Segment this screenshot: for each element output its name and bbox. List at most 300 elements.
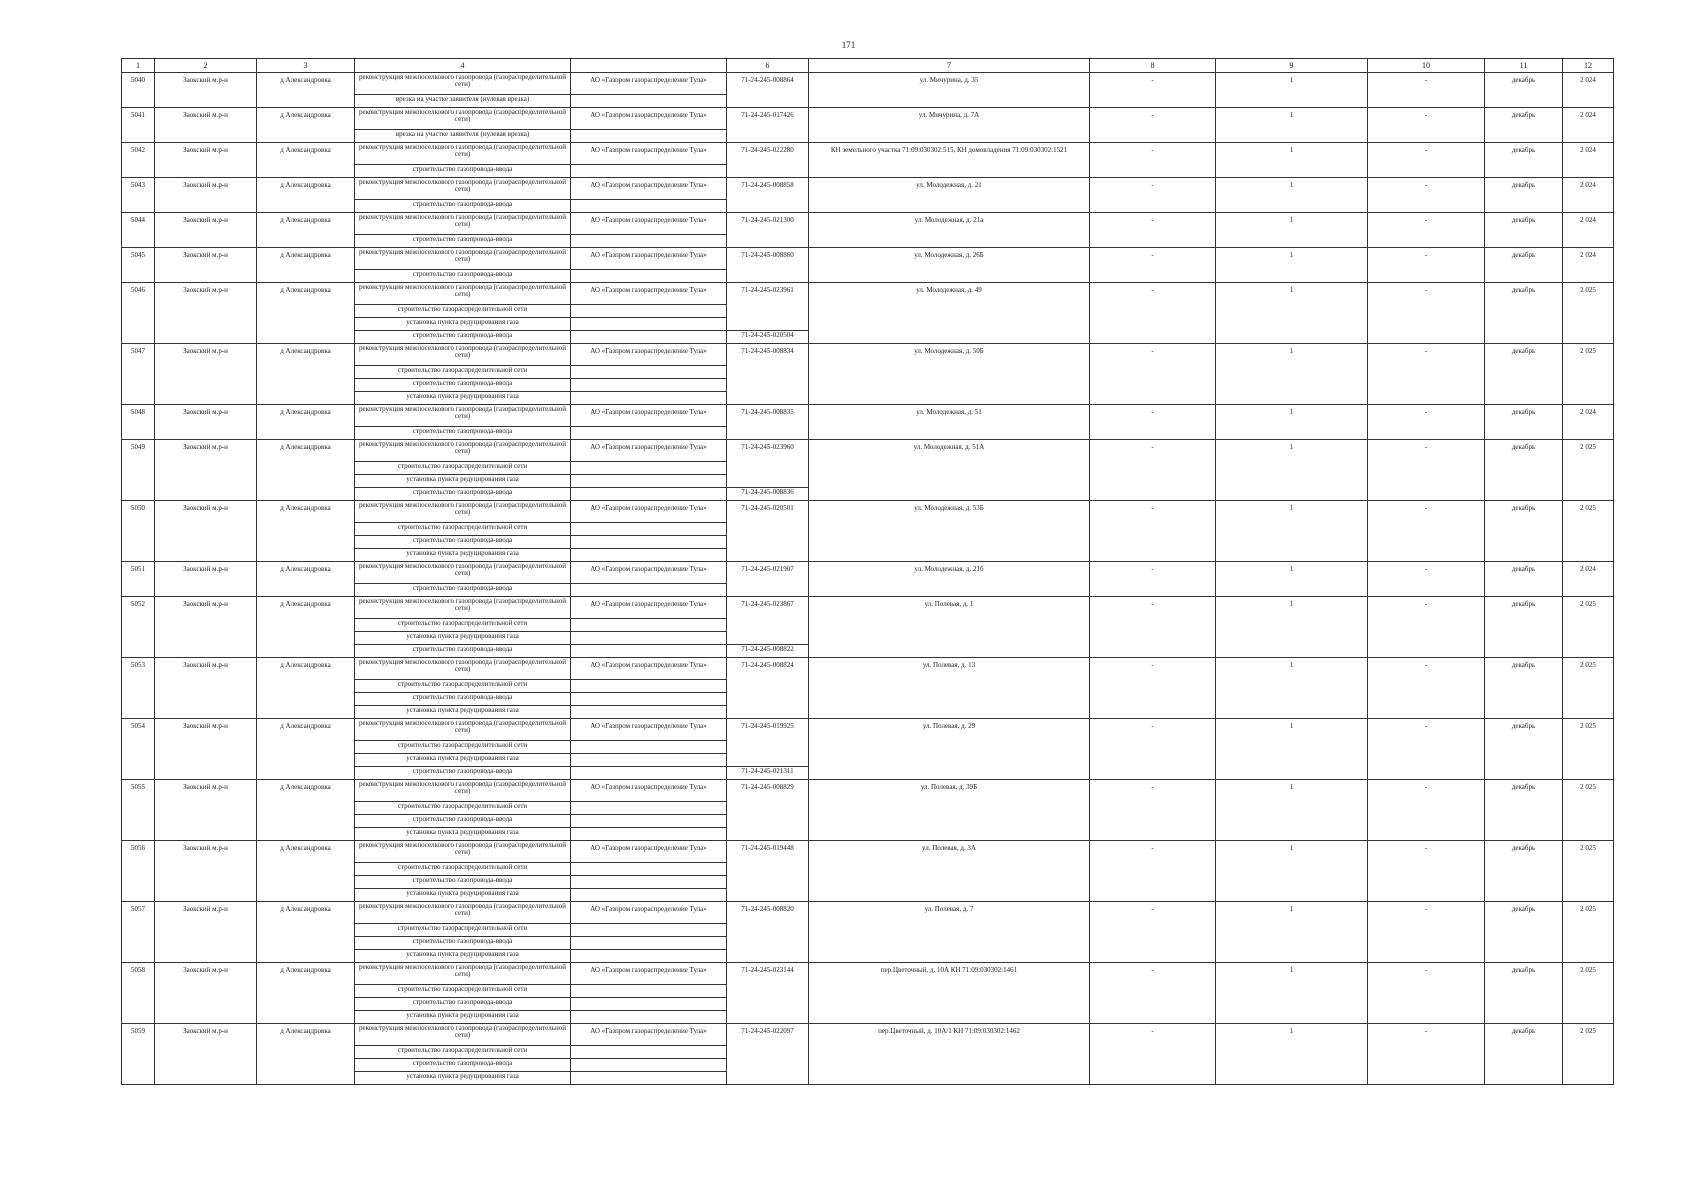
work-type-cell: строительство газопровода-ввода xyxy=(355,379,571,392)
table-row xyxy=(122,440,1614,462)
record-number: 5058 xyxy=(122,963,155,1024)
table-row xyxy=(122,73,1614,95)
object-code-cell: 71-24-245-023867 xyxy=(727,597,809,645)
work-type-cell: строительство газопровода-ввода xyxy=(355,767,571,780)
month-cell: декабрь xyxy=(1485,780,1563,841)
column-10-cell: - xyxy=(1368,719,1485,780)
column-header: 2 xyxy=(155,59,257,73)
organization-cell xyxy=(571,366,727,379)
column-10-cell: - xyxy=(1368,108,1485,143)
district-cell: Заокский м.р-н xyxy=(155,73,257,108)
address-cell: ул. Молодежная, д. 50Б xyxy=(809,344,1090,405)
work-type-cell: установка пункта редуцирования газа xyxy=(355,549,571,562)
work-type-cell: строительство газораспределительной сети xyxy=(355,741,571,754)
column-10-cell: - xyxy=(1368,658,1485,719)
work-type-cell: установка пункта редуцирования газа xyxy=(355,828,571,841)
organization-cell: АО «Газпром газораспределение Тула» xyxy=(571,213,727,235)
record-number: 5041 xyxy=(122,108,155,143)
column-header: 6 xyxy=(727,59,809,73)
table-row xyxy=(122,719,1614,741)
column-8-cell: - xyxy=(1090,344,1216,405)
work-type-cell: реконструкция межпоселкового газопровода (газораспределительной сети) xyxy=(355,963,571,985)
settlement-cell: д Александровка xyxy=(257,963,355,1024)
year-cell: 2 024 xyxy=(1563,213,1614,248)
address-cell: ул. Молодежная, д. 53Б xyxy=(809,501,1090,562)
work-type-cell: строительство газопровода-ввода xyxy=(355,200,571,213)
column-8-cell: - xyxy=(1090,1024,1216,1085)
organization-cell xyxy=(571,165,727,178)
organization-cell xyxy=(571,985,727,998)
column-10-cell: - xyxy=(1368,501,1485,562)
organization-cell xyxy=(571,392,727,405)
column-8-cell: - xyxy=(1090,73,1216,108)
object-code-cell: 71-24-245-008836 xyxy=(727,488,809,501)
work-type-cell: установка пункта редуцирования газа xyxy=(355,392,571,405)
column-header: 9 xyxy=(1216,59,1368,73)
work-type-cell: строительство газопровода-ввода xyxy=(355,427,571,440)
column-10-cell: - xyxy=(1368,213,1485,248)
organization-cell xyxy=(571,270,727,283)
year-cell: 2 025 xyxy=(1563,841,1614,902)
work-type-cell: строительство газопровода-ввода xyxy=(355,235,571,248)
district-cell: Заокский м.р-н xyxy=(155,283,257,344)
work-type-cell: строительство газопровода-ввода xyxy=(355,536,571,549)
column-9-cell: 1 xyxy=(1216,658,1368,719)
column-8-cell: - xyxy=(1090,719,1216,780)
address-cell: ул. Мичурина, д. 7А xyxy=(809,108,1090,143)
work-type-cell: реконструкция межпоселкового газопровода (газораспределительной сети) xyxy=(355,440,571,462)
address-cell: ул. Полевая, д. 3А xyxy=(809,841,1090,902)
month-cell: декабрь xyxy=(1485,1024,1563,1085)
work-type-cell: реконструкция межпоселкового газопровода (газораспределительной сети) xyxy=(355,73,571,95)
work-type-cell: реконструкция межпоселкового газопровода (газораспределительной сети) xyxy=(355,143,571,165)
settlement-cell: д Александровка xyxy=(257,213,355,248)
column-10-cell: - xyxy=(1368,1024,1485,1085)
organization-cell xyxy=(571,706,727,719)
work-type-cell: строительство газораспределительной сети xyxy=(355,523,571,536)
column-10-cell: - xyxy=(1368,902,1485,963)
table-row xyxy=(122,658,1614,680)
work-type-cell: реконструкция межпоселкового газопровода (газораспределительной сети) xyxy=(355,405,571,427)
column-9-cell: 1 xyxy=(1216,73,1368,108)
record-number: 5046 xyxy=(122,283,155,344)
record-number: 5050 xyxy=(122,501,155,562)
record-number: 5042 xyxy=(122,143,155,178)
work-type-cell: строительство газопровода-ввода xyxy=(355,876,571,889)
settlement-cell: д Александровка xyxy=(257,73,355,108)
work-type-cell: строительство газораспределительной сети xyxy=(355,680,571,693)
organization-cell xyxy=(571,1046,727,1059)
column-9-cell: 1 xyxy=(1216,108,1368,143)
column-10-cell: - xyxy=(1368,178,1485,213)
month-cell: декабрь xyxy=(1485,178,1563,213)
record-number: 5044 xyxy=(122,213,155,248)
address-cell: ул. Мичурина, д. 35 xyxy=(809,73,1090,108)
table-row xyxy=(122,597,1614,619)
column-8-cell: - xyxy=(1090,405,1216,440)
work-type-cell: установка пункта редуцирования газа xyxy=(355,889,571,902)
organization-cell xyxy=(571,427,727,440)
year-cell: 2 025 xyxy=(1563,658,1614,719)
month-cell: декабрь xyxy=(1485,143,1563,178)
year-cell: 2 024 xyxy=(1563,73,1614,108)
work-type-cell: строительство газораспределительной сети xyxy=(355,802,571,815)
work-type-cell: строительство газопровода-ввода xyxy=(355,584,571,597)
year-cell: 2 025 xyxy=(1563,1024,1614,1085)
work-type-cell: реконструкция межпоселкового газопровода (газораспределительной сети) xyxy=(355,780,571,802)
work-type-cell: реконструкция межпоселкового газопровода (газораспределительной сети) xyxy=(355,902,571,924)
object-code-cell: 71-24-245-008835 xyxy=(727,405,809,440)
district-cell: Заокский м.р-н xyxy=(155,1024,257,1085)
district-cell: Заокский м.р-н xyxy=(155,658,257,719)
work-type-cell: строительство газопровода-ввода xyxy=(355,331,571,344)
address-cell: ул. Молодежная, д. 21а xyxy=(809,213,1090,248)
year-cell: 2 024 xyxy=(1563,405,1614,440)
work-type-cell: строительство газораспределительной сети xyxy=(355,985,571,998)
address-cell: пер.Цветочный, д. 10А/1 КН 71:09:030302:1462 xyxy=(809,1024,1090,1085)
column-9-cell: 1 xyxy=(1216,213,1368,248)
organization-cell xyxy=(571,998,727,1011)
work-type-cell: реконструкция межпоселкового газопровода (газораспределительной сети) xyxy=(355,344,571,366)
organization-cell xyxy=(571,462,727,475)
month-cell: декабрь xyxy=(1485,597,1563,658)
settlement-cell: д Александровка xyxy=(257,780,355,841)
organization-cell xyxy=(571,1072,727,1085)
work-type-cell: установка пункта редуцирования газа xyxy=(355,1011,571,1024)
column-8-cell: - xyxy=(1090,283,1216,344)
organization-cell xyxy=(571,1059,727,1072)
month-cell: декабрь xyxy=(1485,440,1563,501)
header-row xyxy=(122,59,1614,73)
address-cell: пер.Цветочный, д. 10А КН 71:09:030302:1461 xyxy=(809,963,1090,1024)
organization-cell: АО «Газпром газораспределение Тула» xyxy=(571,780,727,802)
district-cell: Заокский м.р-н xyxy=(155,108,257,143)
table-row xyxy=(122,178,1614,200)
organization-cell: АО «Газпром газораспределение Тула» xyxy=(571,597,727,619)
column-8-cell: - xyxy=(1090,597,1216,658)
organization-cell xyxy=(571,488,727,501)
works-table xyxy=(121,58,1614,1085)
settlement-cell: д Александровка xyxy=(257,405,355,440)
year-cell: 2 025 xyxy=(1563,902,1614,963)
settlement-cell: д Александровка xyxy=(257,344,355,405)
organization-cell xyxy=(571,924,727,937)
column-10-cell: - xyxy=(1368,780,1485,841)
work-type-cell: установка пункта редуцирования газа xyxy=(355,754,571,767)
table-row xyxy=(122,108,1614,130)
column-9-cell: 1 xyxy=(1216,1024,1368,1085)
table-row xyxy=(122,1024,1614,1046)
work-type-cell: строительство газопровода-ввода xyxy=(355,270,571,283)
district-cell: Заокский м.р-н xyxy=(155,597,257,658)
address-cell: КН земельного участка 71:09:030302:515, КН домовладения 71:09:030302:1521 xyxy=(809,143,1090,178)
organization-cell xyxy=(571,632,727,645)
column-10-cell: - xyxy=(1368,440,1485,501)
object-code-cell: 71-24-245-017426 xyxy=(727,108,809,143)
work-type-cell: установка пункта редуцирования газа xyxy=(355,632,571,645)
month-cell: декабрь xyxy=(1485,344,1563,405)
month-cell: декабрь xyxy=(1485,213,1563,248)
organization-cell: АО «Газпром газораспределение Тула» xyxy=(571,440,727,462)
settlement-cell: д Александровка xyxy=(257,283,355,344)
column-8-cell: - xyxy=(1090,562,1216,597)
record-number: 5051 xyxy=(122,562,155,597)
address-cell: ул. Молодежная, д. 21б xyxy=(809,562,1090,597)
object-code-cell: 71-24-245-008860 xyxy=(727,248,809,283)
address-cell: ул. Молодежная, д. 51А xyxy=(809,440,1090,501)
settlement-cell: д Александровка xyxy=(257,719,355,780)
column-9-cell: 1 xyxy=(1216,501,1368,562)
column-9-cell: 1 xyxy=(1216,780,1368,841)
column-8-cell: - xyxy=(1090,248,1216,283)
column-9-cell: 1 xyxy=(1216,283,1368,344)
organization-cell: АО «Газпром газораспределение Тула» xyxy=(571,719,727,741)
work-type-cell: реконструкция межпоселкового газопровода (газораспределительной сети) xyxy=(355,597,571,619)
object-code-cell: 71-24-245-008834 xyxy=(727,344,809,405)
organization-cell xyxy=(571,815,727,828)
column-header xyxy=(571,59,727,73)
column-9-cell: 1 xyxy=(1216,440,1368,501)
column-8-cell: - xyxy=(1090,440,1216,501)
settlement-cell: д Александровка xyxy=(257,841,355,902)
organization-cell: АО «Газпром газораспределение Тула» xyxy=(571,108,727,130)
table-row xyxy=(122,143,1614,165)
organization-cell xyxy=(571,549,727,562)
month-cell: декабрь xyxy=(1485,902,1563,963)
month-cell: декабрь xyxy=(1485,841,1563,902)
organization-cell xyxy=(571,305,727,318)
address-cell: ул. Молодежная, д. 51 xyxy=(809,405,1090,440)
record-number: 5057 xyxy=(122,902,155,963)
column-8-cell: - xyxy=(1090,108,1216,143)
object-code-cell: 71-24-245-008820 xyxy=(727,902,809,963)
record-number: 5054 xyxy=(122,719,155,780)
column-10-cell: - xyxy=(1368,963,1485,1024)
column-9-cell: 1 xyxy=(1216,562,1368,597)
year-cell: 2 024 xyxy=(1563,178,1614,213)
district-cell: Заокский м.р-н xyxy=(155,178,257,213)
work-type-cell: реконструкция межпоселкового газопровода (газораспределительной сети) xyxy=(355,562,571,584)
work-type-cell: строительство газораспределительной сети xyxy=(355,1046,571,1059)
column-8-cell: - xyxy=(1090,213,1216,248)
organization-cell: АО «Газпром газораспределение Тула» xyxy=(571,344,727,366)
organization-cell: АО «Газпром газораспределение Тула» xyxy=(571,1024,727,1046)
work-type-cell: реконструкция межпоселкового газопровода (газораспределительной сети) xyxy=(355,108,571,130)
column-header: 8 xyxy=(1090,59,1216,73)
object-code-cell: 71-24-245-022097 xyxy=(727,1024,809,1085)
organization-cell xyxy=(571,584,727,597)
organization-cell xyxy=(571,767,727,780)
work-type-cell: строительство газопровода-ввода xyxy=(355,693,571,706)
record-number: 5045 xyxy=(122,248,155,283)
work-type-cell: строительство газопровода-ввода xyxy=(355,645,571,658)
settlement-cell: д Александровка xyxy=(257,178,355,213)
settlement-cell: д Александровка xyxy=(257,658,355,719)
organization-cell xyxy=(571,536,727,549)
organization-cell xyxy=(571,331,727,344)
organization-cell xyxy=(571,619,727,632)
work-type-cell: реконструкция межпоселкового газопровода (газораспределительной сети) xyxy=(355,841,571,863)
organization-cell: АО «Газпром газораспределение Тула» xyxy=(571,143,727,165)
object-code-cell: 71-24-245-008824 xyxy=(727,658,809,719)
object-code-cell: 71-24-245-008822 xyxy=(727,645,809,658)
column-header: 1 xyxy=(122,59,155,73)
year-cell: 2 025 xyxy=(1563,597,1614,658)
organization-cell xyxy=(571,200,727,213)
year-cell: 2 024 xyxy=(1563,248,1614,283)
organization-cell xyxy=(571,950,727,963)
settlement-cell: д Александровка xyxy=(257,562,355,597)
month-cell: декабрь xyxy=(1485,405,1563,440)
work-type-cell: реконструкция межпоселкового газопровода (газораспределительной сети) xyxy=(355,719,571,741)
organization-cell xyxy=(571,802,727,815)
object-code-cell: 71-24-245-019925 xyxy=(727,719,809,767)
settlement-cell: д Александровка xyxy=(257,501,355,562)
work-type-cell: реконструкция межпоселкового газопровода (газораспределительной сети) xyxy=(355,213,571,235)
column-8-cell: - xyxy=(1090,841,1216,902)
organization-cell: АО «Газпром газораспределение Тула» xyxy=(571,841,727,863)
object-code-cell: 71-24-245-023960 xyxy=(727,440,809,488)
column-10-cell: - xyxy=(1368,344,1485,405)
organization-cell: АО «Газпром газораспределение Тула» xyxy=(571,501,727,523)
address-cell: ул. Полевая, д. 13 xyxy=(809,658,1090,719)
month-cell: декабрь xyxy=(1485,73,1563,108)
table-row xyxy=(122,902,1614,924)
year-cell: 2 025 xyxy=(1563,780,1614,841)
work-type-cell: врезка на участке заявителя (нулевая врезка) xyxy=(355,95,571,108)
table-body xyxy=(122,73,1614,1085)
settlement-cell: д Александровка xyxy=(257,440,355,501)
organization-cell xyxy=(571,475,727,488)
column-9-cell: 1 xyxy=(1216,902,1368,963)
table-row xyxy=(122,405,1614,427)
column-9-cell: 1 xyxy=(1216,178,1368,213)
settlement-cell: д Александровка xyxy=(257,1024,355,1085)
year-cell: 2 025 xyxy=(1563,283,1614,344)
organization-cell: АО «Газпром газораспределение Тула» xyxy=(571,248,727,270)
organization-cell xyxy=(571,1011,727,1024)
month-cell: декабрь xyxy=(1485,248,1563,283)
year-cell: 2 025 xyxy=(1563,963,1614,1024)
address-cell: ул. Молодежная, д. 26Б xyxy=(809,248,1090,283)
work-type-cell: установка пункта редуцирования газа xyxy=(355,950,571,963)
month-cell: декабрь xyxy=(1485,963,1563,1024)
year-cell: 2 024 xyxy=(1563,143,1614,178)
column-header: 7 xyxy=(809,59,1090,73)
organization-cell xyxy=(571,754,727,767)
column-8-cell: - xyxy=(1090,902,1216,963)
column-10-cell: - xyxy=(1368,841,1485,902)
organization-cell xyxy=(571,863,727,876)
district-cell: Заокский м.р-н xyxy=(155,405,257,440)
object-code-cell: 71-24-245-020501 xyxy=(727,501,809,562)
object-code-cell: 71-24-245-021311 xyxy=(727,767,809,780)
month-cell: декабрь xyxy=(1485,719,1563,780)
object-code-cell: 71-24-245-008858 xyxy=(727,178,809,213)
record-number: 5040 xyxy=(122,73,155,108)
column-9-cell: 1 xyxy=(1216,841,1368,902)
work-type-cell: реконструкция межпоселкового газопровода (газораспределительной сети) xyxy=(355,658,571,680)
work-type-cell: строительство газопровода-ввода xyxy=(355,1059,571,1072)
column-9-cell: 1 xyxy=(1216,405,1368,440)
month-cell: декабрь xyxy=(1485,501,1563,562)
work-type-cell: строительство газопровода-ввода xyxy=(355,815,571,828)
object-code-cell: 71-24-245-023144 xyxy=(727,963,809,1024)
organization-cell: АО «Газпром газораспределение Тула» xyxy=(571,283,727,305)
column-10-cell: - xyxy=(1368,405,1485,440)
settlement-cell: д Александровка xyxy=(257,143,355,178)
settlement-cell: д Александровка xyxy=(257,597,355,658)
column-9-cell: 1 xyxy=(1216,719,1368,780)
table-row xyxy=(122,344,1614,366)
address-cell: ул. Полевая, д. 7 xyxy=(809,902,1090,963)
table-row xyxy=(122,213,1614,235)
work-type-cell: строительство газораспределительной сети xyxy=(355,863,571,876)
column-8-cell: - xyxy=(1090,501,1216,562)
column-8-cell: - xyxy=(1090,178,1216,213)
year-cell: 2 024 xyxy=(1563,562,1614,597)
organization-cell xyxy=(571,680,727,693)
organization-cell xyxy=(571,379,727,392)
work-type-cell: установка пункта редуцирования газа xyxy=(355,706,571,719)
organization-cell: АО «Газпром газораспределение Тула» xyxy=(571,178,727,200)
column-header: 3 xyxy=(257,59,355,73)
object-code-cell: 71-24-245-023961 xyxy=(727,283,809,331)
organization-cell: АО «Газпром газораспределение Тула» xyxy=(571,963,727,985)
organization-cell: АО «Газпром газораспределение Тула» xyxy=(571,73,727,95)
work-type-cell: строительство газопровода-ввода xyxy=(355,488,571,501)
column-10-cell: - xyxy=(1368,597,1485,658)
column-10-cell: - xyxy=(1368,248,1485,283)
district-cell: Заокский м.р-н xyxy=(155,344,257,405)
column-9-cell: 1 xyxy=(1216,597,1368,658)
work-type-cell: установка пункта редуцирования газа xyxy=(355,318,571,331)
record-number: 5048 xyxy=(122,405,155,440)
organization-cell: АО «Газпром газораспределение Тула» xyxy=(571,405,727,427)
year-cell: 2 025 xyxy=(1563,719,1614,780)
organization-cell xyxy=(571,741,727,754)
organization-cell: АО «Газпром газораспределение Тула» xyxy=(571,562,727,584)
column-header: 12 xyxy=(1563,59,1614,73)
record-number: 5043 xyxy=(122,178,155,213)
organization-cell xyxy=(571,828,727,841)
organization-cell xyxy=(571,523,727,536)
work-type-cell: врезка на участке заявителя (нулевая врезка) xyxy=(355,130,571,143)
organization-cell xyxy=(571,645,727,658)
address-cell: ул. Молодежная, д. 21 xyxy=(809,178,1090,213)
organization-cell xyxy=(571,318,727,331)
object-code-cell: 71-24-245-022280 xyxy=(727,143,809,178)
table-row xyxy=(122,841,1614,863)
table-row xyxy=(122,562,1614,584)
work-type-cell: строительство газопровода-ввода xyxy=(355,165,571,178)
organization-cell xyxy=(571,937,727,950)
record-number: 5052 xyxy=(122,597,155,658)
column-10-cell: - xyxy=(1368,562,1485,597)
column-8-cell: - xyxy=(1090,143,1216,178)
organization-cell xyxy=(571,95,727,108)
record-number: 5053 xyxy=(122,658,155,719)
address-cell: ул. Полевая, д. 39Б xyxy=(809,780,1090,841)
organization-cell: АО «Газпром газораспределение Тула» xyxy=(571,658,727,680)
organization-cell xyxy=(571,130,727,143)
column-header: 4 xyxy=(355,59,571,73)
object-code-cell: 71-24-245-008829 xyxy=(727,780,809,841)
year-cell: 2 025 xyxy=(1563,440,1614,501)
work-type-cell: реконструкция межпоселкового газопровода (газораспределительной сети) xyxy=(355,501,571,523)
record-number: 5059 xyxy=(122,1024,155,1085)
work-type-cell: строительство газораспределительной сети xyxy=(355,366,571,379)
